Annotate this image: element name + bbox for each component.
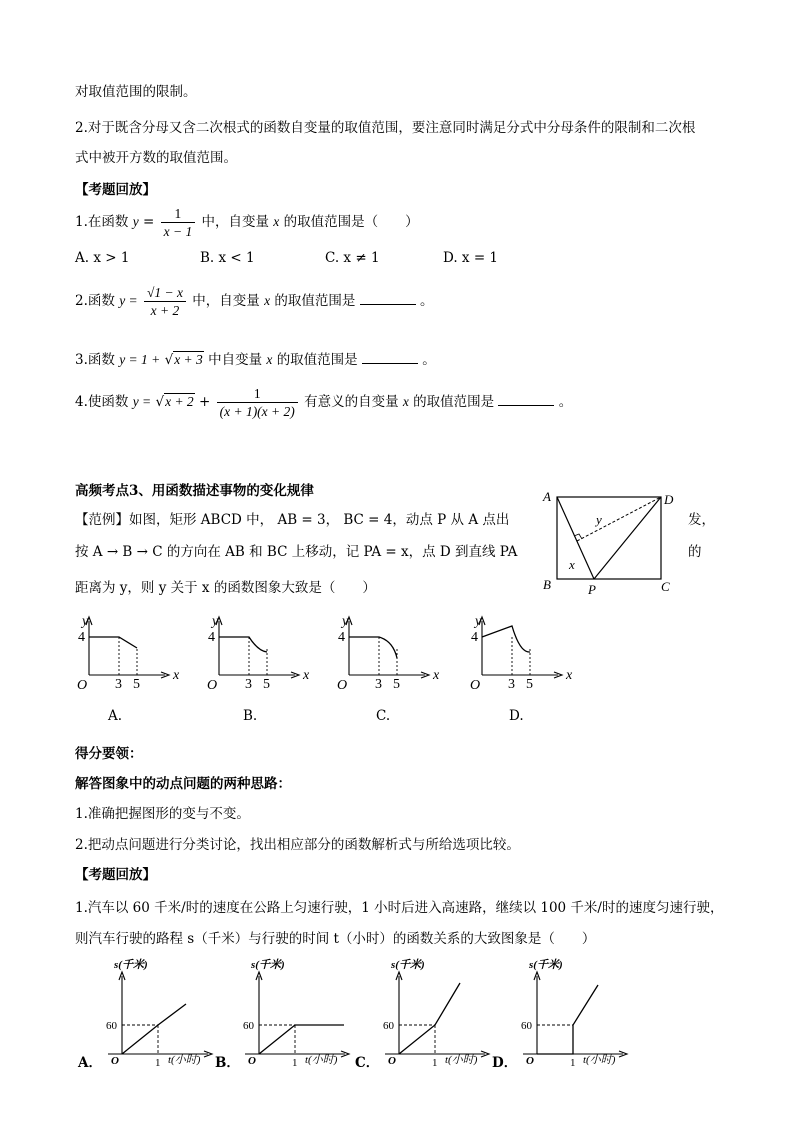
function-curve	[219, 637, 267, 652]
graph-option-a	[75, 613, 187, 691]
q4-suffix-a: 有意义的自变量	[304, 394, 399, 410]
q1-option-b: B. x < 1	[200, 250, 255, 266]
graph-label-3: 3	[375, 677, 382, 691]
s-graph-c	[365, 958, 495, 1066]
q3-expr: y = 1 +	[119, 352, 161, 367]
graph-label-t: t(小时)	[168, 1054, 201, 1066]
q1-option-a: A. x > 1	[75, 250, 130, 266]
question-4	[75, 385, 572, 420]
graph-option-a-label: A.	[108, 708, 123, 724]
label-d: D	[664, 492, 674, 507]
q4-end: 。	[558, 394, 573, 410]
q1-suffix-a: 中，自变量	[201, 214, 269, 230]
review-2-q1-line-1: 1.汽车以 60 千米/时的速度在公路上匀速行驶，1 小时后进入高速路，继续以 100 千米/时的速度匀速行驶，	[75, 900, 724, 916]
q1-fraction	[161, 205, 196, 240]
question-2	[75, 284, 433, 319]
q2-numerator: √1 − x	[144, 284, 186, 302]
topic-heading: 高频考点3、用函数描述事物的变化规律	[75, 483, 314, 499]
q1-suffix-b: 的取值范围是（ ）	[283, 214, 419, 230]
graph-label-t: t(小时)	[583, 1054, 616, 1066]
graph-label-4: 4	[208, 630, 215, 645]
graph-label-origin: O	[388, 1055, 396, 1066]
intro-line-3: 式中被开方数的取值范围。	[75, 150, 237, 166]
graph-label-x: x	[303, 668, 310, 683]
q3-end: 。	[422, 352, 436, 368]
graph-label-y: y	[475, 614, 482, 629]
graph-label-60: 60	[521, 1020, 532, 1032]
s-graph-d-label: D．	[492, 1055, 518, 1071]
q4-denominator: (x + 1)(x + 2)	[219, 404, 295, 419]
graph-label-3: 3	[245, 677, 252, 691]
graph-label-s: s(千米)	[529, 959, 563, 971]
graph-label-5: 5	[393, 677, 400, 691]
q4-var: x	[402, 394, 409, 409]
graph-label-origin: O	[337, 678, 348, 691]
graph-label-3: 3	[115, 677, 122, 691]
q2-answer-blank	[360, 290, 416, 305]
tips-subheading: 解答图象中的动点问题的两种思路：	[75, 776, 291, 792]
graph-label-t: t(小时)	[305, 1054, 338, 1066]
tips-item-2: 2.把动点问题进行分类讨论，找出相应部分的函数解析式与所给选项比较。	[75, 837, 520, 853]
graph-label-x: x	[173, 668, 180, 683]
example-line-2: 按 A → B → C 的方向在 AB 和 BC 上移动，记 PA = x，点 D 到直线 PA	[75, 544, 518, 560]
q1-option-d: D. x = 1	[443, 250, 499, 266]
q1-denominator: x − 1	[163, 224, 193, 239]
q1-var: x	[273, 214, 280, 229]
graph-label-t: t(小时)	[445, 1054, 478, 1066]
s-graph-d	[503, 958, 633, 1066]
graph-label-x: x	[433, 668, 440, 683]
graph-label-s: s(千米)	[114, 959, 148, 971]
q2-y: y =	[119, 293, 138, 308]
question-3	[75, 348, 436, 368]
graph-option-c	[335, 613, 447, 691]
function-curve	[482, 626, 530, 652]
graph-label-60: 60	[106, 1020, 117, 1032]
graph-option-d	[468, 613, 580, 691]
graph-label-1: 1	[432, 1057, 438, 1066]
graph-label-y: y	[212, 614, 219, 629]
distance-curve	[537, 985, 598, 1054]
s-graph-a-label: A．	[78, 1055, 102, 1071]
q1-prefix: 1.在函数	[75, 214, 129, 230]
example-line-1-tail: 发，	[688, 512, 715, 528]
graph-option-b	[205, 613, 317, 691]
q4-plus: +	[198, 394, 211, 410]
graph-label-3: 3	[508, 677, 515, 691]
graph-label-60: 60	[243, 1020, 254, 1032]
graph-label-4: 4	[471, 630, 478, 645]
q2-var: x	[264, 293, 271, 308]
tips-item-1: 1.准确把握图形的变与不变。	[75, 806, 250, 822]
graph-label-1: 1	[292, 1057, 298, 1066]
q2-denominator: x + 2	[150, 303, 180, 318]
q4-fraction	[217, 385, 298, 420]
perpendicular-dy	[577, 497, 661, 541]
function-curve	[349, 637, 397, 658]
rectangle-figure	[538, 488, 684, 598]
label-c: C	[661, 579, 670, 594]
graph-option-b-label: B.	[243, 708, 258, 724]
q1-y: y	[132, 214, 139, 229]
graph-label-y: y	[82, 614, 89, 629]
q1-eq: =	[142, 214, 155, 230]
intro-line-2: 2.对于既含分母又含二次根式的函数自变量的取值范围，要注意同时满足分式中分母条件的限制和二次根	[75, 120, 696, 136]
q3-radicand: x + 3	[174, 352, 203, 367]
q4-sqrt: √x + 2	[155, 394, 194, 410]
example-line-1: 【范例】如图，矩形 ABCD 中， AB = 3， BC = 4，动点 P 从 A 点出	[75, 512, 510, 528]
q4-prefix: 4.使函数	[75, 394, 129, 410]
q3-sqrt: √x + 3	[164, 352, 203, 368]
review-heading: 【考题回放】	[75, 182, 156, 198]
distance-curve	[259, 1025, 344, 1054]
graph-label-s: s(千米)	[391, 959, 425, 971]
graph-label-origin: O	[77, 678, 88, 691]
q3-var: x	[266, 352, 273, 367]
graph-label-s: s(千米)	[251, 959, 285, 971]
s-graph-b	[225, 958, 355, 1066]
example-line-3: 距离为 y，则 y 关于 x 的函数图象大致是（ ）	[75, 580, 376, 596]
s-graph-c-label: C．	[355, 1055, 380, 1071]
q4-radicand: x + 2	[165, 394, 194, 409]
graph-label-5: 5	[263, 677, 270, 691]
label-b: B	[543, 577, 551, 592]
graph-label-y: y	[342, 614, 349, 629]
segment-pd	[594, 497, 661, 579]
q3-prefix: 3.函数	[75, 352, 115, 368]
review-2-q1-line-2: 则汽车行驶的路程 s（千米）与行驶的时间 t（小时）的函数关系的大致图象是（ ）	[75, 931, 596, 947]
graph-option-c-label: C.	[376, 708, 391, 724]
graph-label-origin: O	[207, 678, 218, 691]
q2-end: 。	[419, 293, 434, 309]
q4-expr: y =	[132, 394, 152, 409]
s-graph-a	[88, 958, 218, 1066]
graph-label-origin: O	[470, 678, 481, 691]
function-curve	[89, 637, 137, 648]
graph-label-4: 4	[338, 630, 345, 645]
tips-heading: 得分要领：	[75, 746, 143, 762]
graph-label-60: 60	[383, 1020, 394, 1032]
label-a: A	[543, 489, 551, 504]
q4-answer-blank	[498, 391, 554, 406]
graph-label-1: 1	[155, 1057, 161, 1066]
distance-curve	[399, 983, 460, 1054]
q3-answer-blank	[362, 349, 418, 364]
s-graph-b-label: B．	[215, 1055, 240, 1071]
q1-numerator: 1	[161, 205, 196, 223]
q2-suffix-a: 中，自变量	[192, 293, 260, 309]
graph-option-d-label: D.	[509, 708, 524, 724]
q1-option-c: C. x ≠ 1	[325, 250, 380, 266]
q3-suffix-a: 中自变量	[208, 352, 263, 368]
graph-label-4: 4	[78, 630, 85, 645]
intro-line-1: 对取值范围的限制。	[75, 84, 197, 100]
distance-curve	[122, 1004, 186, 1054]
segment-ap	[557, 497, 594, 579]
review-2-heading: 【考题回放】	[75, 867, 156, 883]
q4-suffix-b: 的取值范围是	[413, 394, 495, 410]
graph-label-5: 5	[133, 677, 140, 691]
example-line-2-tail: 的	[688, 544, 702, 560]
graph-label-1: 1	[570, 1057, 576, 1066]
q2-suffix-b: 的取值范围是	[274, 293, 356, 309]
q2-prefix: 2.函数	[75, 293, 115, 309]
q4-numerator: 1	[217, 385, 298, 403]
graph-label-origin: O	[526, 1055, 534, 1066]
graph-label-origin: O	[248, 1055, 256, 1066]
label-x: x	[569, 557, 575, 572]
label-y: y	[596, 512, 602, 527]
graph-label-origin: O	[111, 1055, 119, 1066]
graph-label-5: 5	[526, 677, 533, 691]
graph-label-x: x	[566, 668, 573, 683]
label-p: P	[588, 582, 596, 597]
q2-fraction	[144, 284, 186, 319]
question-1	[75, 205, 419, 240]
q3-suffix-b: 的取值范围是	[276, 352, 358, 368]
